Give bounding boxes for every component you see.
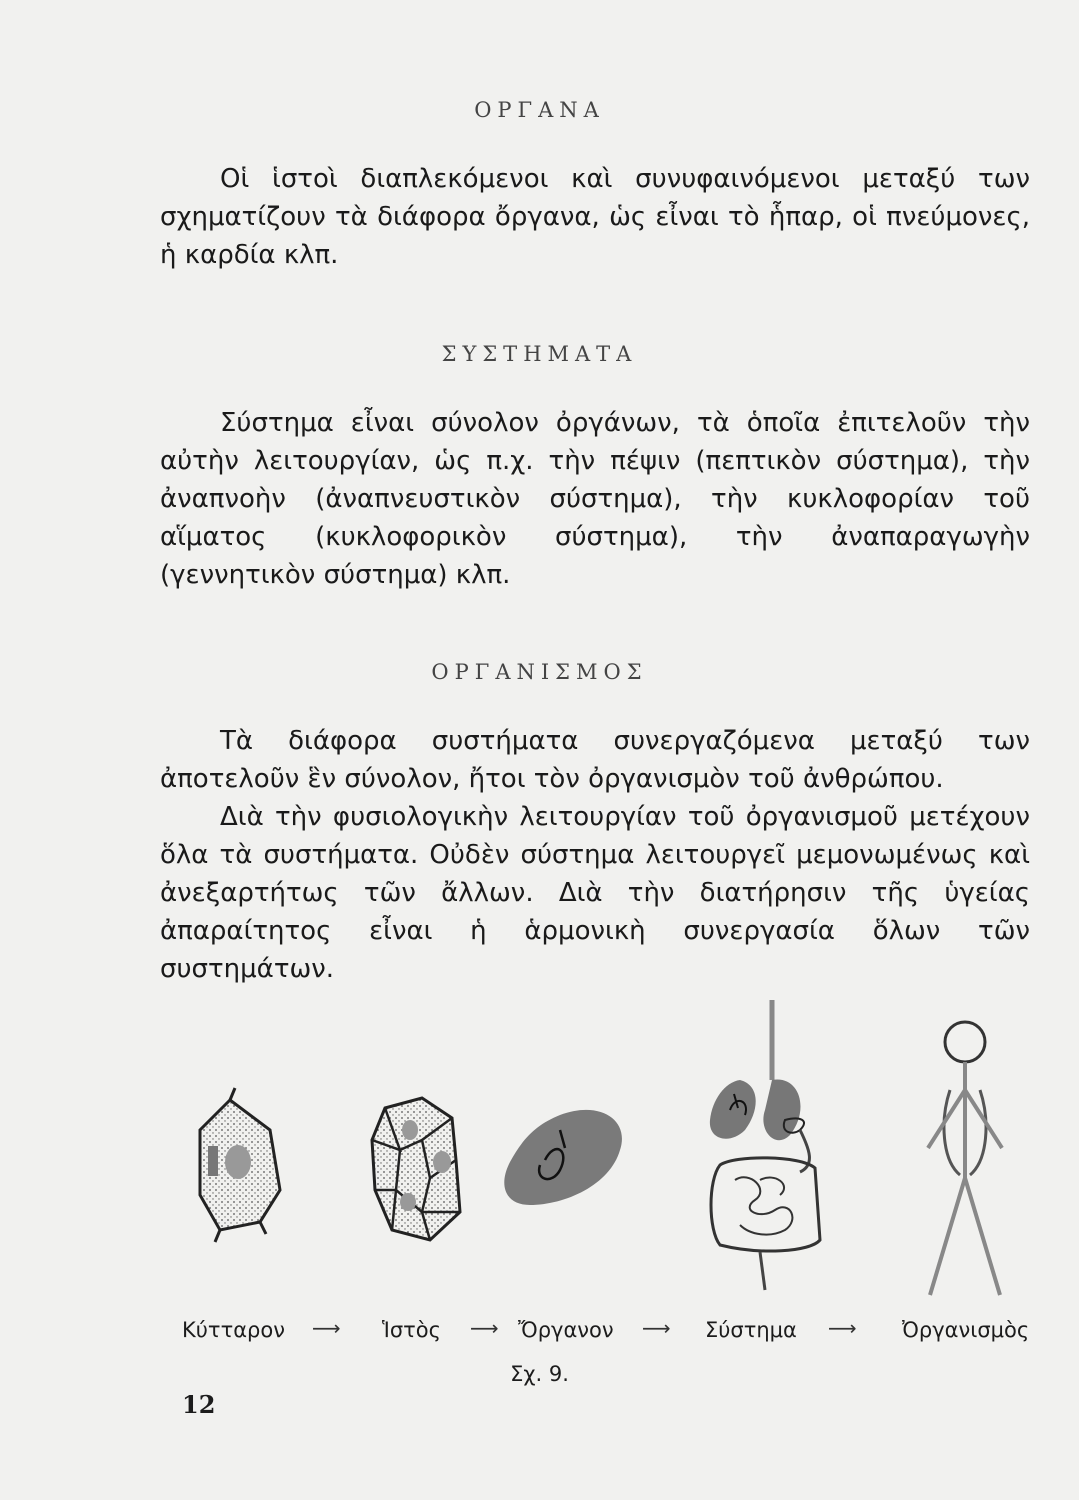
heading-organismos: ΟΡΓΑΝΙΣΜΟΣ bbox=[431, 660, 648, 684]
paragraph-organismos bbox=[160, 722, 1030, 988]
tissue-drawing bbox=[372, 1098, 460, 1240]
heading-systimata: ΣΥΣΤΗΜΑΤΑ bbox=[441, 342, 638, 366]
system-drawing bbox=[710, 1000, 820, 1290]
label-organ: Ὄργανον bbox=[518, 1318, 614, 1342]
arrow-icon: ⟶ bbox=[642, 1316, 671, 1340]
label-tissue: Ἱστὸς bbox=[382, 1318, 441, 1342]
figure-caption: Σχ. 9. bbox=[510, 1362, 569, 1386]
organ-drawing bbox=[504, 1110, 622, 1205]
figure-labels bbox=[160, 1300, 1040, 1340]
heading-organa: ΟΡΓΑΝΑ bbox=[474, 98, 605, 122]
arrow-icon: ⟶ bbox=[828, 1316, 857, 1340]
page-number: 12 bbox=[182, 1390, 216, 1419]
arrow-icon: ⟶ bbox=[470, 1316, 499, 1340]
label-organism: Ὀργανισμὸς bbox=[902, 1318, 1030, 1342]
arrow-icon: ⟶ bbox=[312, 1316, 341, 1340]
label-cell: Κύτταρον bbox=[182, 1318, 285, 1342]
label-system: Σύστημα bbox=[705, 1318, 797, 1342]
paragraph-text: Σύστημα εἶναι σύνολον ὀργάνων, τὰ ὁποῖα ἐπιτελοῦν τὴν αὐτὴν λειτουργίαν, ὡς π.χ. τὴν πέψιν (πεπτικὸν σύστημα), τὴν ἀναπνοὴν (ἀναπνευστικὸν σύστημα), τὴν κυκλοφορίαν τοῦ αἵματος (κυκλοφορικὸν σύστημα), τὴν ἀναπαραγωγὴν (γεννητικὸν σύστημα) κλπ. bbox=[160, 408, 1030, 590]
organism-drawing bbox=[928, 1022, 1002, 1295]
paragraph-text: Οἱ ἱστοὶ διαπλεκόμενοι καὶ συνυφαινόμενοι μεταξύ των σχηματίζουν τὰ διάφορα ὄργανα, ὡς εἶναι τὸ ἧπαρ, οἱ πνεύμονες, ἡ καρδία κλπ. bbox=[160, 164, 1030, 270]
paragraph-systimata bbox=[160, 404, 1030, 594]
paragraph-text: Τὰ διάφορα συστήματα συνεργαζόμενα μεταξύ των ἀποτελοῦν ἓν σύνολον, ἤτοι τὸν ὀργανισμὸν τοῦ ἀνθρώπου. bbox=[160, 726, 1030, 794]
cell-drawing bbox=[200, 1088, 280, 1242]
paragraph-text: Διὰ τὴν φυσιολογικὴν λειτουργίαν τοῦ ὀργανισμοῦ μετέχουν ὅλα τὰ συστήματα. Οὐδὲν σύστημα λειτουργεῖ μεμονωμένως καὶ ἀνεξαρτήτως τῶν ἄλλων. Διὰ τὴν διατήρησιν τῆς ὑγείας ἀπαραίτητος εἶναι ἡ ἁρμονικὴ συνεργασία ὅλων τῶν συστημάτων. bbox=[160, 802, 1030, 984]
paragraph-organa bbox=[160, 160, 1030, 274]
figure-illustration bbox=[160, 990, 1040, 1310]
